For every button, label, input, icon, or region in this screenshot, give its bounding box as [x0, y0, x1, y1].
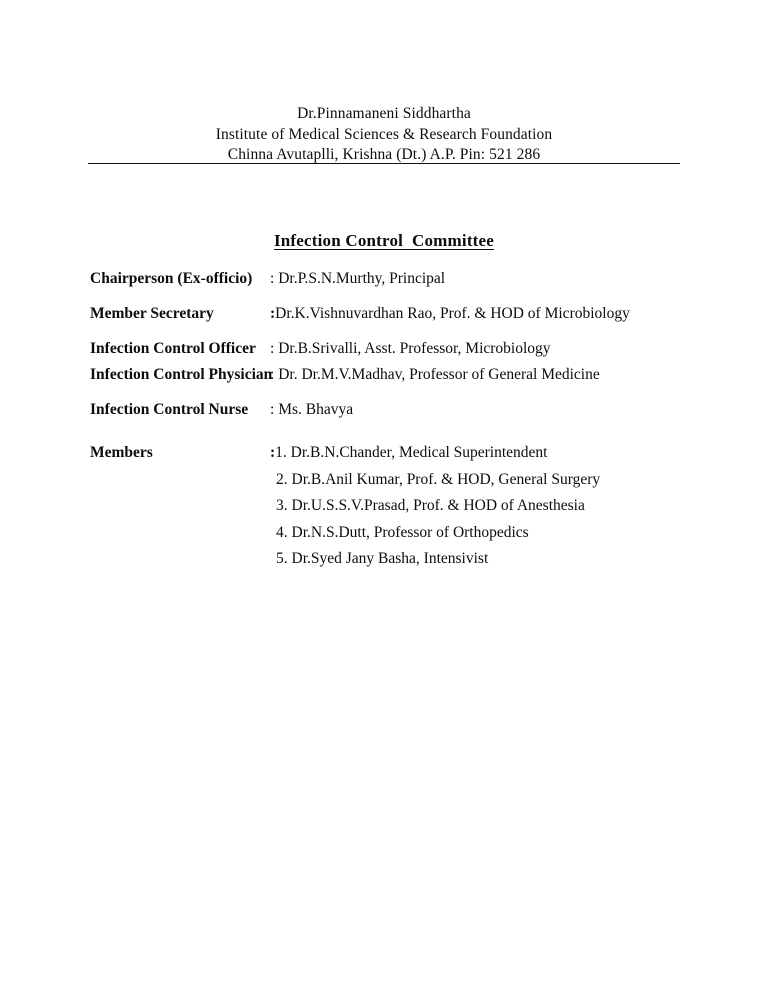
roster-value — [270, 304, 690, 324]
member-item: 1. Dr.B.N.Chander, Medical Superintendent — [275, 444, 548, 461]
member-item: 4. Dr.N.S.Dutt, Professor of Orthopedics — [276, 523, 529, 541]
members-value — [270, 443, 547, 463]
row-spacer — [90, 385, 690, 400]
row-spacer — [90, 289, 690, 304]
roster-person: Dr.P.S.N.Murthy, Principal — [278, 270, 446, 287]
roster-value — [270, 269, 690, 289]
letterhead-line-3: Chinna Avutaplli, Krishna (Dt.) A.P. Pin: 521 286 — [227, 146, 541, 163]
roster-separator: : — [270, 305, 276, 322]
roster-value — [270, 400, 690, 420]
members-section — [90, 443, 690, 569]
page-title — [0, 231, 768, 251]
roster-label: Member Secretary — [90, 305, 214, 322]
roster-value — [270, 365, 690, 385]
roster-row — [90, 304, 690, 324]
committee-roster — [90, 269, 690, 420]
members-first-row — [90, 443, 690, 463]
member-item: 2. Dr.B.Anil Kumar, Prof. & HOD, General Surgery — [276, 470, 601, 488]
roster-separator: : — [270, 401, 279, 418]
member-item: 5. Dr.Syed Jany Basha, Intensivist — [276, 550, 489, 567]
members-separator: : — [270, 444, 276, 461]
row-spacer — [90, 324, 690, 339]
roster-person: Dr.B.Srivalli, Asst. Professor, Microbiology — [278, 340, 551, 357]
roster-separator: : — [270, 340, 279, 357]
roster-row — [90, 365, 690, 385]
roster-separator: : — [270, 270, 279, 287]
page-title-text: Infection Control Committee — [273, 231, 495, 250]
roster-label: Infection Control Nurse — [90, 401, 249, 418]
roster-person: Dr. Dr.M.V.Madhav, Professor of General Medicine — [278, 366, 600, 383]
roster-person: Ms. Bhavya — [278, 401, 354, 418]
letterhead-line-2: Institute of Medical Sciences & Research Foundation — [215, 125, 553, 143]
roster-value — [270, 339, 690, 359]
roster-label: Chairperson (Ex-officio) — [90, 270, 253, 287]
header-divider — [88, 163, 680, 164]
roster-row — [90, 269, 690, 289]
roster-person: Dr.K.Vishnuvardhan Rao, Prof. & HOD of Microbiology — [275, 305, 630, 322]
roster-row — [90, 400, 690, 420]
member-item: 3. Dr.U.S.S.V.Prasad, Prof. & HOD of Anesthesia — [276, 497, 585, 514]
roster-row — [90, 339, 690, 359]
roster-label: Infection Control Physician — [90, 366, 273, 383]
members-label: Members — [90, 444, 153, 461]
letterhead-line-1: Dr.Pinnamaneni Siddhartha — [297, 105, 471, 122]
roster-label: Infection Control Officer — [90, 340, 256, 357]
roster-separator: : — [270, 366, 279, 383]
letterhead — [88, 104, 680, 166]
